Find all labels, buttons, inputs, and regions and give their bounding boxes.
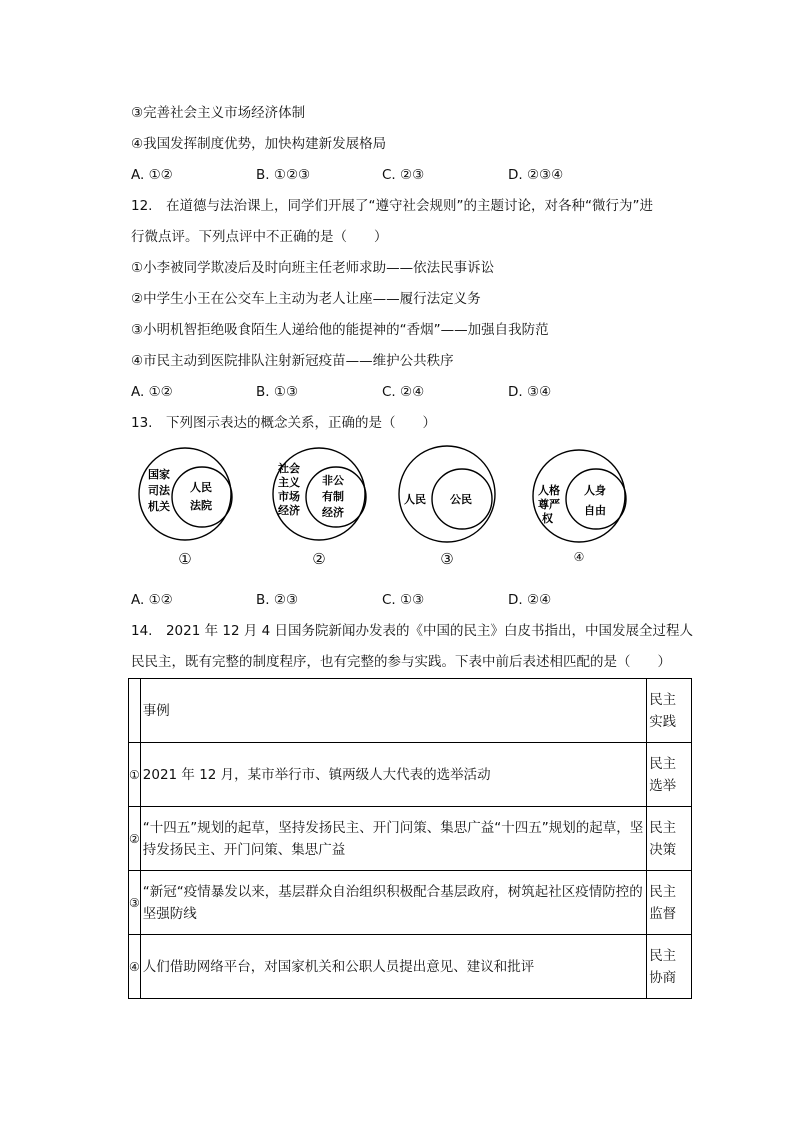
q13-options (131, 590, 691, 610)
diagram-4 (524, 444, 634, 584)
table-header-democracy: 民主实践 (647, 679, 692, 743)
table-row-index: ③ (129, 871, 141, 935)
diagram-2-inner-label-3: 经济 (322, 506, 344, 519)
diagram-4-number: ④ (573, 550, 585, 564)
table-row-example: “新冠“疫情暴发以来，基层群众自治组织积极配合基层政府，树筑起社区疫情防控的坚强防线 (140, 871, 646, 935)
table-row-example: 人们借助网络平台，对国家机关和公职人员提出意见、建议和批评 (140, 935, 646, 999)
q11-option-a[interactable]: A. ①② (131, 167, 173, 183)
diagram-4-inner-label-1: 人身 (584, 484, 606, 497)
q11-statement-4: ④我国发挥制度优势，加快构建新发展格局 (131, 136, 387, 152)
diagram-3-outer-label: 人民 (404, 493, 426, 506)
diagram-4-outer-label-2: 尊严 (538, 498, 560, 511)
q13-option-a[interactable]: A. ①② (131, 592, 173, 608)
table-row (129, 743, 692, 807)
table-row-index: ② (129, 807, 141, 871)
diagram-4-outer-label-1: 人格 (538, 484, 560, 497)
diagram-4-outer-label-3: 权 (542, 512, 553, 525)
table-header-row (129, 679, 692, 743)
diagram-4-circles (524, 444, 634, 554)
table-row-example: “十四五”规划的起草，坚持发扬民主、开门问策、集思广益“十四五”规划的起草，坚持发扬民主、开门问策、集思广益 (140, 807, 646, 871)
q12-statement-2: ②中学生小王在公交车上主动为老人让座——履行法定义务 (131, 291, 481, 307)
q11-options (131, 165, 691, 185)
q11-option-d[interactable]: D. ②③④ (508, 167, 564, 183)
diagram-3 (392, 444, 502, 584)
diagram-2-outer-label-2: 主义 (278, 476, 300, 489)
table-row-democracy: 民主决策 (647, 807, 692, 871)
diagram-2-inner-label-1: 非公 (322, 474, 344, 487)
table-row (129, 871, 692, 935)
diagram-3-circles (392, 444, 502, 554)
diagram-2-inner-label-2: 有制 (322, 490, 344, 503)
q14-stem-line-1: 14. 2021 年 12 月 4 日国务院新闻办发表的《中国的民主》白皮书指出，中国发展全过程人 (131, 623, 694, 639)
diagram-3-inner-label: 公民 (450, 493, 472, 506)
diagram-2 (264, 444, 374, 584)
q12-option-b[interactable]: B. ①③ (256, 384, 299, 400)
diagram-1-circles (130, 444, 240, 554)
diagram-1-number: ① (178, 550, 192, 568)
q14-stem-line-2: 民民主，既有完整的制度程序，也有完整的参与实践。下表中前后表述相匹配的是（ ） (131, 654, 671, 670)
table-row-index: ④ (129, 935, 141, 999)
table-row-index: ① (129, 743, 141, 807)
diagram-4-inner-label-2: 自由 (584, 504, 606, 517)
q11-option-b[interactable]: B. ①②③ (256, 167, 311, 183)
table-row (129, 807, 692, 871)
q12-stem-line-1: 12. 在道德与法治课上，同学们开展了“遵守社会规则”的主题讨论，对各种“微行为”进 (131, 198, 653, 214)
table-row-democracy: 民主选举 (647, 743, 692, 807)
diagram-1-inner-label-2: 法院 (190, 499, 212, 512)
q13-option-b[interactable]: B. ②③ (256, 592, 299, 608)
q13-stem: 13. 下列图示表达的概念关系，正确的是（ ） (131, 415, 436, 431)
diagram-2-number: ② (312, 550, 326, 568)
table-row-example: 2021 年 12 月，某市举行市、镇两级人大代表的选举活动 (140, 743, 646, 807)
diagram-2-outer-label-3: 市场 (278, 490, 300, 503)
q12-option-d[interactable]: D. ③④ (508, 384, 552, 400)
q13-option-c[interactable]: C. ①③ (382, 592, 425, 608)
diagram-1-inner-label-1: 人民 (190, 481, 212, 494)
table-header-index (129, 679, 141, 743)
q14-table (128, 678, 692, 999)
q12-option-c[interactable]: C. ②④ (382, 384, 425, 400)
diagram-3-number: ③ (440, 550, 454, 568)
table-row (129, 935, 692, 999)
diagram-1-outer-label-3: 机关 (148, 500, 170, 513)
diagram-2-outer-label-1: 社会 (278, 462, 300, 475)
q13-diagrams (130, 444, 650, 584)
table-header-example: 事例 (140, 679, 646, 743)
table-row-democracy: 民主协商 (647, 935, 692, 999)
q13-option-d[interactable]: D. ②④ (508, 592, 552, 608)
diagram-1-outer-label-1: 国家 (148, 468, 170, 481)
q11-option-c[interactable]: C. ②③ (382, 167, 425, 183)
q12-option-a[interactable]: A. ①② (131, 384, 173, 400)
q12-statement-1: ①小李被同学欺凌后及时向班主任老师求助——依法民事诉讼 (131, 260, 495, 276)
q11-statement-3: ③完善社会主义市场经济体制 (131, 105, 306, 121)
diagram-2-outer-label-4: 经济 (278, 504, 300, 517)
diagram-1 (130, 444, 240, 584)
q12-options (131, 382, 691, 402)
diagram-2-circles (264, 444, 374, 554)
table-row-democracy: 民主监督 (647, 871, 692, 935)
q12-statement-3: ③小明机智拒绝吸食陌生人递给他的能提神的“香烟”——加强自我防范 (131, 322, 549, 338)
q12-stem-line-2: 行微点评。下列点评中不正确的是（ ） (131, 229, 388, 245)
diagram-1-outer-label-2: 司法 (148, 484, 170, 497)
q12-statement-4: ④市民主动到医院排队注射新冠疫苗——维护公共秩序 (131, 353, 454, 369)
